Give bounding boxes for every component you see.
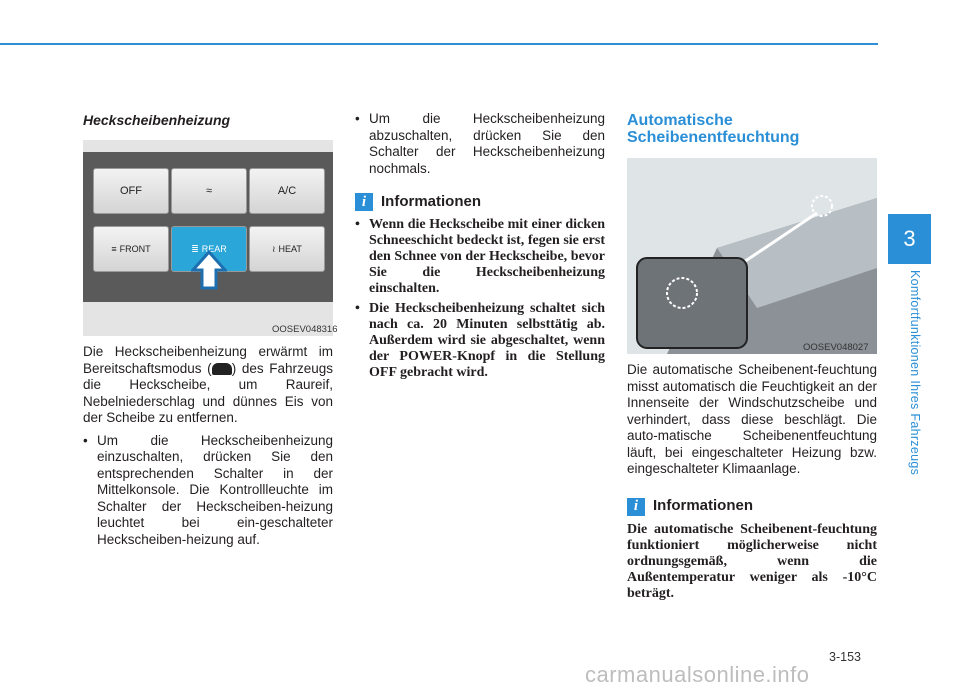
info-icon: i [355,193,373,211]
chapter-tab [888,214,931,264]
info-text: Die automatische Scheibenent-feuchtung funktioniert möglicherweise nicht ordnungsgemäß, wenn die Außentemperatur weniger als -10°C beträgt. [627,521,877,601]
chapter-number: 3 [903,226,916,251]
car-icon [212,363,232,375]
figure-code: OOSEV048027 [803,342,869,353]
front-defrost-icon: ≡ [111,244,117,254]
header-rule [0,43,878,45]
info-bullet: • Wenn die Heckscheibe mit einer dicken Schneeschicht bedeckt ist, fegen sie erst den Schnee von der Heckscheibe, bevor Sie die Heckscheibenheizung einschalten. [355,217,605,297]
bullet-item: • Um die Heckscheibenheizung abzuschalten, drücken Sie den Schalter der Heckscheibenheizung nochmals. [355,111,605,177]
section-heading: Scheibenentfeuchtung [627,129,800,146]
info-icon: i [627,498,645,516]
column-2 [355,111,605,381]
recirc-button [171,168,247,214]
info-bullet: • Die Heckscheibenheizung schaltet sich nach ca. 20 Minuten selbsttätig ab. Außerdem wird sie abgeschaltet, wenn der POWER-Knopf in die Stellung OFF gebracht wird. [355,301,605,381]
watermark: carmanualsonline.info [585,662,810,687]
section-heading: Heckscheibenheizung [83,112,231,128]
off-button: OFF [93,168,169,214]
paragraph: Die Heckscheibenheizung erwärmt im Bereitschaftsmodus ( ) des Fahrzeugs die Heckscheibe, um Raureif, Nebelniederschlag und dünnes Eis von der Scheibe zu entfernen. [83,344,333,425]
airflow-icon: ≈ [205,185,213,197]
column-1 [83,112,333,129]
column-1-body [83,344,333,548]
bullet-item: • Um die Heckscheibenheizung einzuschalten, drücken Sie den entsprechenden Schalter in der Mittelkonsole. Die Kontrollleuchte im Schalter der Heckscheiben-heizung leuchtet bei ein-geschalteter Heckscheiben-heizung auf. [83,433,333,549]
paragraph: Die automatische Scheibenent-feuchtung misst automatisch die Feuchtigkeit an der Innenseite der Windschutzscheibe und verhindert, dass diese beschlägt. Die auto-matische Scheibenentfeuchtung läuft, bei eingeschalteter Heizung bzw. eingeschalteter Klimaanlage. [627,362,877,476]
info-title: Informationen [653,497,753,515]
arrow-up-icon [191,250,227,290]
section-heading: Automatische [627,112,733,129]
info-title: Informationen [381,192,481,210]
front-defrost-button: ≡ FRONT [93,226,169,272]
ac-button: A/C [249,168,325,214]
chapter-title: Komfortfunktionen Ihres Fahrzeugs [908,270,922,476]
rear-defrost-button: ≣ REAR [171,226,247,272]
column-3 [627,112,877,146]
control-panel-figure [83,140,333,336]
windshield-illustration [627,158,877,354]
heat-icon: ≀ [272,243,276,254]
page-number: 3-153 [829,650,861,664]
figure-code: OOSEV048316 [272,324,338,335]
windshield-figure [627,158,877,354]
info-heading [355,193,605,211]
heat-button: ≀ HEAT [249,226,325,272]
info-heading [627,498,877,516]
column-3-body [627,362,877,602]
rear-defrost-icon: ≣ [191,243,199,254]
